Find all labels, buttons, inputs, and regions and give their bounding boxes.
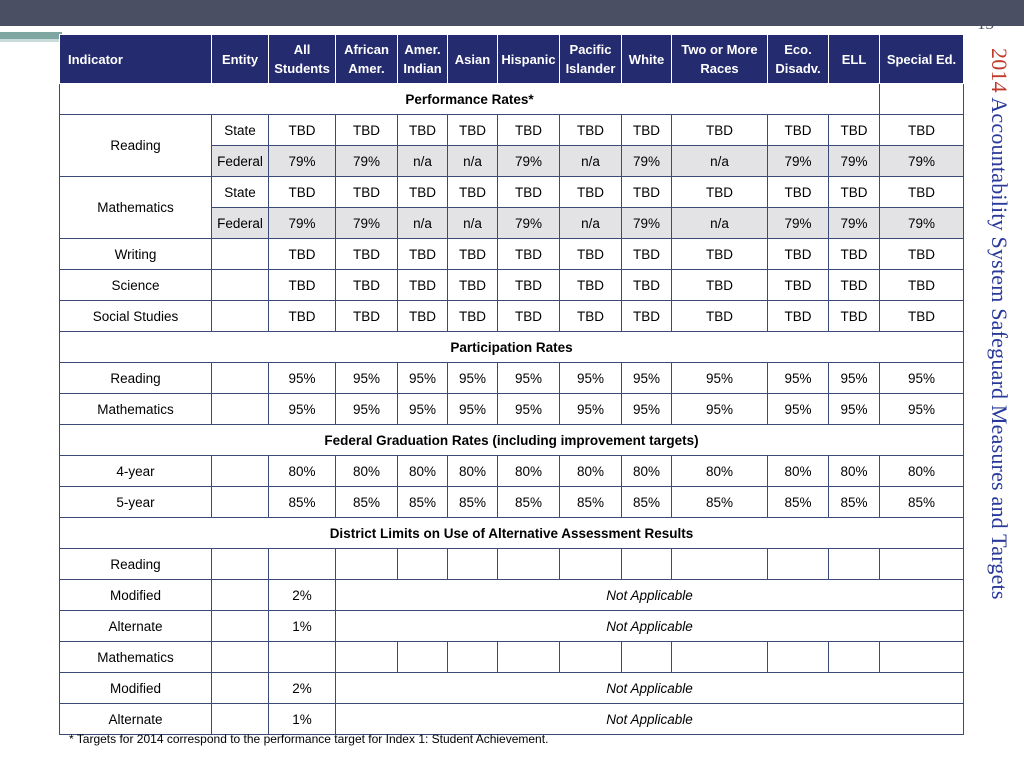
table-cell: TBD (560, 115, 622, 146)
table-cell: TBD (768, 115, 829, 146)
accent-stripe-light (0, 39, 62, 42)
row-label: Reading (60, 363, 212, 394)
table-cell (560, 642, 622, 673)
table-cell: TBD (880, 301, 964, 332)
table-cell: TBD (768, 301, 829, 332)
table-cell: TBD (622, 115, 672, 146)
table-cell: 80% (880, 456, 964, 487)
header-cell: Pacific Islander (560, 35, 622, 84)
table-cell: 95% (622, 394, 672, 425)
table-cell: 85% (622, 487, 672, 518)
row-label: Mathematics (60, 394, 212, 425)
header-cell: All Students (269, 35, 336, 84)
row-label: Modified (60, 580, 212, 611)
table-cell (398, 642, 448, 673)
table-cell: 85% (269, 487, 336, 518)
table-cell: 95% (768, 394, 829, 425)
table-row (60, 642, 964, 673)
table-row (60, 673, 964, 704)
row-label: 5-year (60, 487, 212, 518)
entity-cell (212, 673, 269, 704)
table-cell: 80% (622, 456, 672, 487)
table-cell: TBD (672, 177, 768, 208)
row-label: Modified (60, 673, 212, 704)
table-cell: TBD (672, 239, 768, 270)
table-cell: 95% (448, 394, 498, 425)
entity-cell (212, 301, 269, 332)
table-row (60, 363, 964, 394)
table-cell: TBD (880, 177, 964, 208)
not-applicable-cell: Not Applicable (336, 611, 964, 642)
section-graduation: Federal Graduation Rates (including improvement targets) (60, 425, 964, 456)
table-cell: 80% (768, 456, 829, 487)
table-cell: n/a (560, 208, 622, 239)
table-cell: TBD (672, 115, 768, 146)
section-performance: Performance Rates* (60, 84, 880, 115)
table-cell: TBD (448, 115, 498, 146)
table-row (60, 270, 964, 301)
header-cell: African Amer. (336, 35, 398, 84)
table-cell (560, 549, 622, 580)
table-row (60, 704, 964, 735)
table-cell: TBD (829, 177, 880, 208)
table-cell: 80% (498, 456, 560, 487)
entity-cell: State (212, 177, 269, 208)
entity-cell (212, 487, 269, 518)
table-cell: TBD (336, 301, 398, 332)
table-cell (880, 642, 964, 673)
footnote: * Targets for 2014 correspond to the performance target for Index 1: Student Achievement. (69, 732, 549, 746)
entity-cell: Federal (212, 208, 269, 239)
table-cell (398, 549, 448, 580)
table-cell: 79% (269, 208, 336, 239)
section-row (60, 425, 964, 456)
table-cell: TBD (768, 270, 829, 301)
table-cell (212, 549, 269, 580)
table-row (60, 177, 964, 208)
table-cell: 95% (880, 394, 964, 425)
entity-cell (212, 239, 269, 270)
table-cell: 95% (880, 363, 964, 394)
table-cell (622, 642, 672, 673)
slide-number: 13 (977, 14, 994, 33)
table-cell: TBD (269, 270, 336, 301)
table-cell: 1% (269, 704, 336, 735)
entity-cell (212, 704, 269, 735)
table-cell: 85% (768, 487, 829, 518)
table-cell: 79% (269, 146, 336, 177)
table-cell: 79% (768, 208, 829, 239)
table-cell: TBD (269, 301, 336, 332)
table-cell: TBD (622, 239, 672, 270)
table-cell (829, 642, 880, 673)
table-cell: TBD (498, 270, 560, 301)
table-row (60, 487, 964, 518)
table-cell: TBD (829, 301, 880, 332)
table-cell: TBD (768, 239, 829, 270)
table-cell: n/a (672, 146, 768, 177)
table-cell: 85% (448, 487, 498, 518)
row-label: Alternate (60, 704, 212, 735)
table-row (60, 115, 964, 146)
table-cell: TBD (768, 177, 829, 208)
table-cell (768, 549, 829, 580)
table-cell: TBD (398, 239, 448, 270)
table-cell: TBD (448, 301, 498, 332)
table-cell (768, 642, 829, 673)
entity-cell (212, 611, 269, 642)
table-cell: TBD (560, 301, 622, 332)
table-cell (269, 642, 336, 673)
table-cell: 80% (672, 456, 768, 487)
table-cell: 79% (768, 146, 829, 177)
header-cell: Hispanic (498, 35, 560, 84)
section-row (60, 518, 964, 549)
table-row (60, 611, 964, 642)
table-cell: TBD (622, 177, 672, 208)
table-cell: 85% (880, 487, 964, 518)
not-applicable-cell: Not Applicable (336, 673, 964, 704)
table-cell: TBD (672, 270, 768, 301)
table-row (60, 456, 964, 487)
table-cell: TBD (269, 177, 336, 208)
header-row (60, 35, 964, 84)
slide-title (962, 48, 1012, 728)
table-cell: 95% (498, 363, 560, 394)
entity-cell (212, 580, 269, 611)
table-cell: TBD (880, 270, 964, 301)
table-cell: 95% (622, 363, 672, 394)
table-cell: 95% (829, 394, 880, 425)
table-cell: 79% (622, 208, 672, 239)
table-cell: 95% (269, 363, 336, 394)
table-cell: TBD (498, 177, 560, 208)
table-cell: 79% (498, 146, 560, 177)
table-row (60, 549, 964, 580)
table-cell: TBD (829, 115, 880, 146)
table-cell: TBD (672, 301, 768, 332)
table-cell: n/a (448, 208, 498, 239)
table-cell: n/a (448, 146, 498, 177)
not-applicable-cell: Not Applicable (336, 704, 964, 735)
row-label: Mathematics (60, 642, 212, 673)
table-cell: 95% (829, 363, 880, 394)
table-cell: TBD (398, 270, 448, 301)
table-cell: n/a (398, 146, 448, 177)
table-cell: 95% (448, 363, 498, 394)
table-cell: 95% (560, 394, 622, 425)
table-cell: 95% (498, 394, 560, 425)
table-cell: 85% (498, 487, 560, 518)
table-cell: TBD (269, 239, 336, 270)
row-label: Writing (60, 239, 212, 270)
table-cell: TBD (398, 115, 448, 146)
table-row (60, 394, 964, 425)
table-cell: TBD (448, 270, 498, 301)
table-cell: TBD (880, 115, 964, 146)
table-cell: TBD (448, 177, 498, 208)
table-cell (880, 549, 964, 580)
table-cell: 79% (829, 208, 880, 239)
table-cell: 79% (336, 208, 398, 239)
table-cell (448, 642, 498, 673)
table-cell: TBD (498, 115, 560, 146)
table-cell: 79% (498, 208, 560, 239)
table-cell: 79% (622, 146, 672, 177)
row-label: Social Studies (60, 301, 212, 332)
header-cell: ELL (829, 35, 880, 84)
table-cell (622, 549, 672, 580)
table-cell: 85% (336, 487, 398, 518)
not-applicable-cell: Not Applicable (336, 580, 964, 611)
table-cell: 80% (448, 456, 498, 487)
table-cell: TBD (336, 115, 398, 146)
table-row (60, 580, 964, 611)
entity-cell (212, 394, 269, 425)
entity-cell (212, 363, 269, 394)
table-cell: TBD (622, 301, 672, 332)
header-cell: Eco. Disadv. (768, 35, 829, 84)
table-cell: TBD (269, 115, 336, 146)
header-cell: Special Ed. (880, 35, 964, 84)
table-cell: 85% (672, 487, 768, 518)
row-label: Mathematics (60, 177, 212, 239)
header-cell: Indicator (60, 35, 212, 84)
title-year: 2014 (987, 48, 1012, 93)
table-cell: 79% (880, 208, 964, 239)
table-cell: TBD (880, 239, 964, 270)
header-cell: Two or More Races (672, 35, 768, 84)
table-cell: TBD (498, 301, 560, 332)
table-cell: 80% (829, 456, 880, 487)
table-cell: TBD (448, 239, 498, 270)
table-cell: 95% (768, 363, 829, 394)
table-cell: n/a (672, 208, 768, 239)
table-cell: TBD (829, 239, 880, 270)
table-cell: 2% (269, 580, 336, 611)
table-cell: TBD (336, 239, 398, 270)
table-cell: 80% (269, 456, 336, 487)
table-cell: 79% (880, 146, 964, 177)
entity-cell (212, 456, 269, 487)
table-cell: TBD (622, 270, 672, 301)
table-cell: 79% (829, 146, 880, 177)
table-cell (880, 84, 964, 115)
table-cell: 85% (560, 487, 622, 518)
table-cell: 79% (336, 146, 398, 177)
table-cell (672, 642, 768, 673)
table-cell (269, 549, 336, 580)
table-cell (336, 549, 398, 580)
table-cell (498, 549, 560, 580)
table-cell: 95% (336, 363, 398, 394)
entity-cell: State (212, 115, 269, 146)
table-cell: TBD (560, 270, 622, 301)
table-cell (212, 642, 269, 673)
table-cell: 95% (336, 394, 398, 425)
table-cell: 95% (398, 394, 448, 425)
table-cell (498, 642, 560, 673)
table-cell: 1% (269, 611, 336, 642)
row-label: Alternate (60, 611, 212, 642)
table-cell: 95% (560, 363, 622, 394)
table-cell: 2% (269, 673, 336, 704)
table-cell: TBD (498, 239, 560, 270)
entity-cell: Federal (212, 146, 269, 177)
table-cell: 95% (398, 363, 448, 394)
table-cell: 85% (829, 487, 880, 518)
top-bar (0, 0, 1024, 26)
section-alternative: District Limits on Use of Alternative Assessment Results (60, 518, 964, 549)
row-label: 4-year (60, 456, 212, 487)
table-cell: 80% (560, 456, 622, 487)
row-label: Reading (60, 115, 212, 177)
table-row (60, 301, 964, 332)
row-label: Reading (60, 549, 212, 580)
table-cell: TBD (560, 239, 622, 270)
table-cell: TBD (829, 270, 880, 301)
section-participation: Participation Rates (60, 332, 964, 363)
table-cell: 95% (672, 363, 768, 394)
section-row (60, 84, 964, 115)
header-cell: Asian (448, 35, 498, 84)
table-cell: 85% (398, 487, 448, 518)
table-cell: 80% (398, 456, 448, 487)
row-label: Science (60, 270, 212, 301)
header-cell: Amer. Indian (398, 35, 448, 84)
section-row (60, 332, 964, 363)
table-cell (336, 642, 398, 673)
table-cell: 95% (672, 394, 768, 425)
header-cell: Entity (212, 35, 269, 84)
table-cell (829, 549, 880, 580)
table-cell: 95% (269, 394, 336, 425)
accent-stripe (0, 32, 62, 39)
table-cell: TBD (336, 270, 398, 301)
accountability-table (59, 34, 964, 735)
table-cell: TBD (336, 177, 398, 208)
table-cell (448, 549, 498, 580)
table-cell: TBD (560, 177, 622, 208)
table-cell: TBD (398, 301, 448, 332)
table-cell: TBD (398, 177, 448, 208)
header-cell: White (622, 35, 672, 84)
table-cell (672, 549, 768, 580)
table-row (60, 239, 964, 270)
title-text: Accountability System Safeguard Measures and Targets (987, 92, 1012, 600)
table-cell: n/a (398, 208, 448, 239)
entity-cell (212, 270, 269, 301)
table-cell: n/a (560, 146, 622, 177)
table-cell: 80% (336, 456, 398, 487)
